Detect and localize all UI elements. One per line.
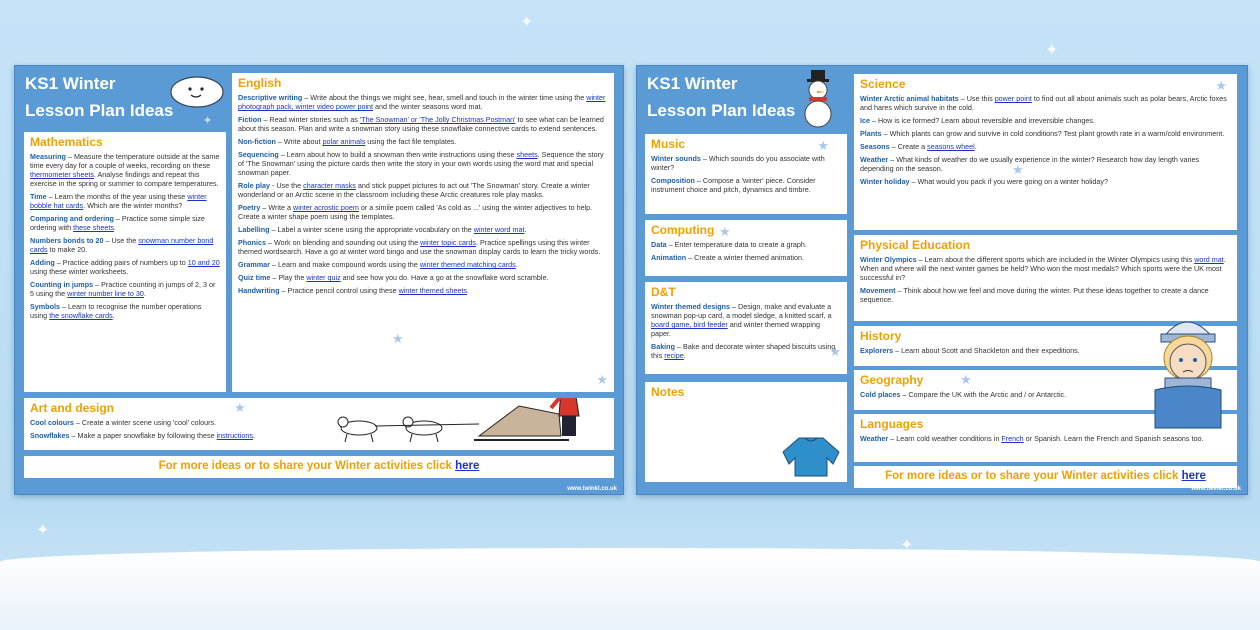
resource-link[interactable]: snowman number bond cards (30, 236, 214, 254)
activity-item (860, 434, 1231, 443)
activity-text: – Practice counting in jumps of 2, 3 or 5 using the (30, 280, 216, 298)
activity-text: – Label a winter scene using the appropriate vocabulary on the (269, 225, 474, 234)
site-url: www.twinkl.co.uk (567, 486, 617, 492)
science-panel (854, 74, 1237, 230)
resource-link[interactable]: winter acrostic poem (293, 203, 359, 212)
resource-link[interactable]: instructions (216, 431, 253, 440)
activity-key: Movement (860, 286, 896, 295)
activity-text: - Use the (269, 181, 304, 190)
activity-item (860, 94, 1231, 112)
activity-text: . (143, 289, 146, 298)
computing-panel (645, 220, 847, 276)
activity-text: – Enter temperature data to create a graph. (666, 240, 807, 249)
resource-link[interactable]: the snowflake cards (49, 311, 113, 320)
sheet-title: KS1 Winter Lesson Plan Ideas (25, 74, 174, 120)
activity-item (860, 255, 1231, 282)
activity-key: Snowflakes (30, 431, 70, 440)
activity-text: and see how you do. Have a go at the snowflake word scramble. (340, 273, 549, 282)
activity-text: – Measure the temperature outside at the same time every day for a couple of weeks, recording on these (30, 152, 220, 170)
activity-key: Winter Arctic animal habitats (860, 94, 959, 103)
activity-text: – Use this (958, 94, 995, 103)
site-url: www.twinkl.co.uk (1191, 486, 1241, 492)
resource-link[interactable]: board game, bird feeder (651, 320, 728, 329)
activity-item (238, 203, 608, 221)
activity-key: Weather (860, 155, 889, 164)
activity-key: Grammar (238, 260, 270, 269)
activity-item (238, 93, 608, 111)
activity-item (651, 240, 841, 249)
activity-key: Labelling (238, 225, 270, 234)
activity-text: – Learn about Scott and Shackleton and their expeditions. (893, 346, 1080, 355)
resource-link[interactable]: winter number line to 30 (67, 289, 144, 298)
activity-text: . Analyse findings and repeat this exercise in the spring or summer to compare temperatures. (30, 170, 219, 188)
activity-item (30, 258, 220, 276)
activity-key: Fiction (238, 115, 262, 124)
section-heading: Science (860, 77, 906, 91)
activity-item (238, 181, 608, 199)
activity-text: – Think about how we feel and move during the winter. Put these ideas together to create a dance sequence. (860, 286, 1209, 304)
section-heading: Computing (651, 223, 715, 237)
notes-panel (645, 382, 847, 482)
activity-item (860, 155, 1231, 173)
activity-text: – Learn the months of the year using these (46, 192, 188, 201)
activity-text: – Write a (260, 203, 293, 212)
snowflake-icon: ✦ (520, 14, 534, 31)
activity-text: . Which are the winter months? (83, 201, 183, 210)
section-heading: History (860, 329, 902, 343)
resource-link[interactable]: winter word mat (473, 225, 525, 234)
activity-item (860, 286, 1231, 304)
star-icon: ★ (234, 400, 246, 415)
activity-key: Cool colours (30, 418, 74, 427)
activity-text: – Make a paper snowflake by following these (69, 431, 217, 440)
section-heading: Notes (651, 385, 685, 399)
resource-link[interactable]: 'The Snowman' or 'The Jolly Christmas Postman' (359, 115, 516, 124)
section-heading: Music (651, 137, 686, 151)
activity-key: Role play (238, 181, 270, 190)
resource-link[interactable]: recipe (664, 351, 684, 360)
left-footer: For more ideas or to share your Winter activities click here (24, 456, 614, 478)
star-icon: ★ (960, 372, 972, 387)
activity-text: and stick puppet pictures to act out 'The Snowman' story. Create a winter wonderland or an Arctic scene in the classroom including these Arctic creatures role play masks. (238, 181, 590, 199)
activity-text: – Which sounds do you associate with winter? (651, 154, 825, 172)
activity-key: Baking (651, 342, 675, 351)
activity-key: Winter themed designs (651, 302, 731, 311)
activity-item (238, 273, 608, 282)
activity-key: Symbols (30, 302, 60, 311)
activity-text: – Play the (270, 273, 307, 282)
activity-text: to make 20. (47, 245, 88, 254)
cold-child-icon (1141, 312, 1233, 430)
more-ideas-link[interactable]: here (455, 460, 480, 472)
pe-panel (854, 235, 1237, 321)
activity-key: Counting in jumps (30, 280, 94, 289)
activity-text: – Practice pencil control using these (279, 286, 399, 295)
activity-item (238, 286, 608, 295)
activity-text: – Which plants can grow and survive in cold conditions? Test plant growth rate in a warm/cold environment. (881, 129, 1225, 138)
activity-text: – Bake and decorate winter shaped biscuits using this (651, 342, 836, 360)
activity-key: Plants (860, 129, 882, 138)
activity-text: . (515, 260, 518, 269)
activity-text: using the fact file templates. (365, 137, 457, 146)
snowman-icon (797, 68, 841, 130)
activity-item (238, 150, 608, 177)
activity-text: to find out all about animals such as polar bears, Arctic foxes and hares which survive in the cold. (860, 94, 1227, 112)
left-lesson-sheet (14, 65, 624, 495)
activity-text: – Learn cold weather conditions in (888, 434, 1002, 443)
snow-ground (0, 548, 1260, 630)
activity-key: Sequencing (238, 150, 279, 159)
activity-key: Measuring (30, 152, 66, 161)
activity-text: – What would you pack if you were going on a winter holiday? (909, 177, 1109, 186)
dog-sled-icon (329, 398, 599, 450)
section-heading: English (238, 76, 282, 90)
activity-key: Seasons (860, 142, 890, 151)
activity-key: Quiz time (238, 273, 271, 282)
resource-link[interactable]: winter themed matching cards (419, 260, 516, 269)
resource-link[interactable]: winter photograph pack, winter video power point (238, 93, 606, 111)
resource-link[interactable]: winter themed sheets (398, 286, 467, 295)
activity-item (651, 154, 841, 172)
activity-item (238, 260, 608, 269)
activity-item (238, 238, 608, 256)
activity-text: . (252, 431, 255, 440)
section-heading: Physical Education (860, 238, 971, 252)
activity-text: or Spanish. Learn the French and Spanish seasons too. (1023, 434, 1204, 443)
activity-text: – Learn to recognise the number operations using (30, 302, 202, 320)
resource-link[interactable]: character masks (303, 181, 356, 190)
activity-text: and the winter seasons word mat. (373, 102, 483, 111)
activity-text: using these winter worksheets. (30, 267, 129, 276)
activity-text: . (974, 142, 977, 151)
activity-item (651, 176, 841, 194)
activity-key: Cold places (860, 390, 901, 399)
activity-text: . (466, 286, 469, 295)
activity-key: Explorers (860, 346, 894, 355)
activity-text: – Read winter stories such as (261, 115, 360, 124)
activity-item (30, 192, 220, 210)
activity-key: Data (651, 240, 667, 249)
resource-link[interactable]: thermometer sheets (30, 170, 94, 179)
activity-text: and winter themed wrapping paper. (651, 320, 821, 338)
activity-key: Composition (651, 176, 695, 185)
activity-item (860, 142, 1231, 151)
activity-text: – Create a winter themed animation. (686, 253, 804, 262)
activity-text: – Learn about the different sports which are included in the Winter Olympics using this (916, 255, 1195, 264)
activity-key: Time (30, 192, 47, 201)
activity-text: . Sequence the story of 'The Snowman' using the picture cards then write the story in your own words using the word mat and special snowman paper. (238, 150, 604, 177)
activity-key: Handwriting (238, 286, 280, 295)
activity-text: – Practice adding pairs of numbers up to (54, 258, 188, 267)
snowflake-icon: ✦ (1045, 42, 1059, 59)
resource-link[interactable]: sheets (516, 150, 538, 159)
activity-key: Winter sounds (651, 154, 701, 163)
resource-link[interactable]: winter bobble hat cards (30, 192, 207, 210)
section-heading: Art and design (30, 401, 115, 415)
activity-text: . When and where will the next winter games be held? Who won the most medals? Which sports were the UK most successful in? (860, 255, 1226, 282)
activity-text: . Practice spellings using this winter themed wordsearch. Have a go at winter word bingo and use the snowman display cards to learn the tricky words. (238, 238, 601, 256)
activity-item (30, 152, 220, 188)
section-heading: Mathematics (30, 135, 103, 149)
activity-text: – Write about (275, 137, 323, 146)
activity-key: Phonics (238, 238, 266, 247)
activity-item (860, 177, 1231, 186)
section-heading: Geography (860, 373, 924, 387)
activity-key: Numbers bonds to 20 (30, 236, 104, 245)
resource-link[interactable]: winter topic cards (420, 238, 477, 247)
resource-link[interactable]: polar animals (322, 137, 366, 146)
mathematics-panel (24, 132, 226, 392)
right-lesson-sheet (636, 65, 1248, 495)
activity-text: – Write about the things we might see, hear, smell and touch in the winter time using the (302, 93, 587, 102)
resource-link[interactable]: power point (994, 94, 1032, 103)
section-heading: D&T (651, 285, 676, 299)
svg-text:✦: ✦ (203, 115, 213, 127)
sheet-title: KS1 Winter Lesson Plan Ideas (647, 74, 796, 120)
jumper-icon (781, 434, 841, 478)
activity-text: – Work on blending and sounding out using the (265, 238, 421, 247)
activity-text: . (113, 223, 116, 232)
star-icon: ★ (1215, 78, 1227, 93)
activity-text: – Compare the UK with the Arctic and / or Antarctic. (900, 390, 1067, 399)
activity-key: Winter Olympics (860, 255, 917, 264)
snowflake-icon: ✦ (900, 537, 914, 554)
more-ideas-link[interactable]: here (1181, 470, 1206, 482)
dt-panel (645, 282, 847, 374)
activity-text: – Create a (889, 142, 928, 151)
activity-text: to see what can be learned about this season. Plan and write a snowman story using these snowflake connective cards to extend sentences. (238, 115, 604, 133)
activity-key: Weather (860, 434, 889, 443)
star-icon: ★ (596, 372, 608, 387)
activity-key: Descriptive writing (238, 93, 303, 102)
snowflake-icon: ✦ (36, 522, 50, 539)
activity-item (238, 137, 608, 146)
star-icon: ★ (392, 331, 404, 346)
activity-text: – Practice some simple size ordering with (30, 214, 205, 232)
star-icon: ★ (829, 344, 841, 359)
resource-link[interactable]: word mat (1194, 255, 1224, 264)
activity-text: – Create a winter scene using 'cool' colours. (73, 418, 217, 427)
activity-key: Non-fiction (238, 137, 276, 146)
activity-item (651, 253, 841, 262)
activity-text: or a simile poem called 'As cold as ...' using the winter adjectives to help. Create a winter shape poem using the templates. (238, 203, 593, 221)
activity-key: Comparing and ordering (30, 214, 114, 223)
activity-item (30, 214, 220, 232)
activity-text: . (112, 311, 115, 320)
activity-key: Adding (30, 258, 55, 267)
activity-key: Animation (651, 253, 687, 262)
activity-item (651, 342, 841, 360)
activity-item (860, 129, 1231, 138)
star-icon: ★ (817, 138, 829, 153)
activity-key: Ice (860, 116, 870, 125)
activity-item (30, 280, 220, 298)
right-footer: For more ideas or to share your Winter activities click here (854, 466, 1237, 488)
star-icon: ★ (1012, 162, 1024, 177)
activity-text: . (524, 225, 527, 234)
music-panel (645, 134, 847, 214)
activity-text: . (683, 351, 686, 360)
activity-text: – Design, make and evaluate a snowman pop-up card, a model sledge, a knitted scarf, a (651, 302, 832, 320)
section-heading: Languages (860, 417, 924, 431)
activity-item (238, 225, 608, 234)
activity-text: – Learn about how to build a snowman then write instructions using these (278, 150, 517, 159)
activity-text: – Compose a 'winter' piece. Consider instrument choice and pitch, dynamics and timbre. (651, 176, 816, 194)
activity-text: – What kinds of weather do we usually experience in the winter? Research how day length varies depending on the season. (860, 155, 1200, 173)
resource-link[interactable]: winter quiz (306, 273, 341, 282)
resource-link[interactable]: these sheets (73, 223, 114, 232)
activity-item (860, 116, 1231, 125)
resource-link[interactable]: 10 and 20 (187, 258, 220, 267)
activity-key: Poetry (238, 203, 261, 212)
activity-text: – How is ice formed? Learn about reversible and irreversible changes. (870, 116, 1095, 125)
activity-item (30, 302, 220, 320)
resource-link[interactable]: seasons wheel (927, 142, 975, 151)
activity-text: – Learn and make compound words using the (269, 260, 420, 269)
english-panel (232, 73, 614, 392)
activity-key: Winter holiday (860, 177, 910, 186)
resource-link[interactable]: French (1001, 434, 1024, 443)
art-design-panel (24, 398, 614, 450)
cloud-icon (167, 70, 227, 128)
activity-text: – Use the (103, 236, 139, 245)
activity-item (238, 115, 608, 133)
activity-item (30, 236, 220, 254)
star-icon: ★ (719, 224, 731, 239)
activity-item (651, 302, 841, 338)
